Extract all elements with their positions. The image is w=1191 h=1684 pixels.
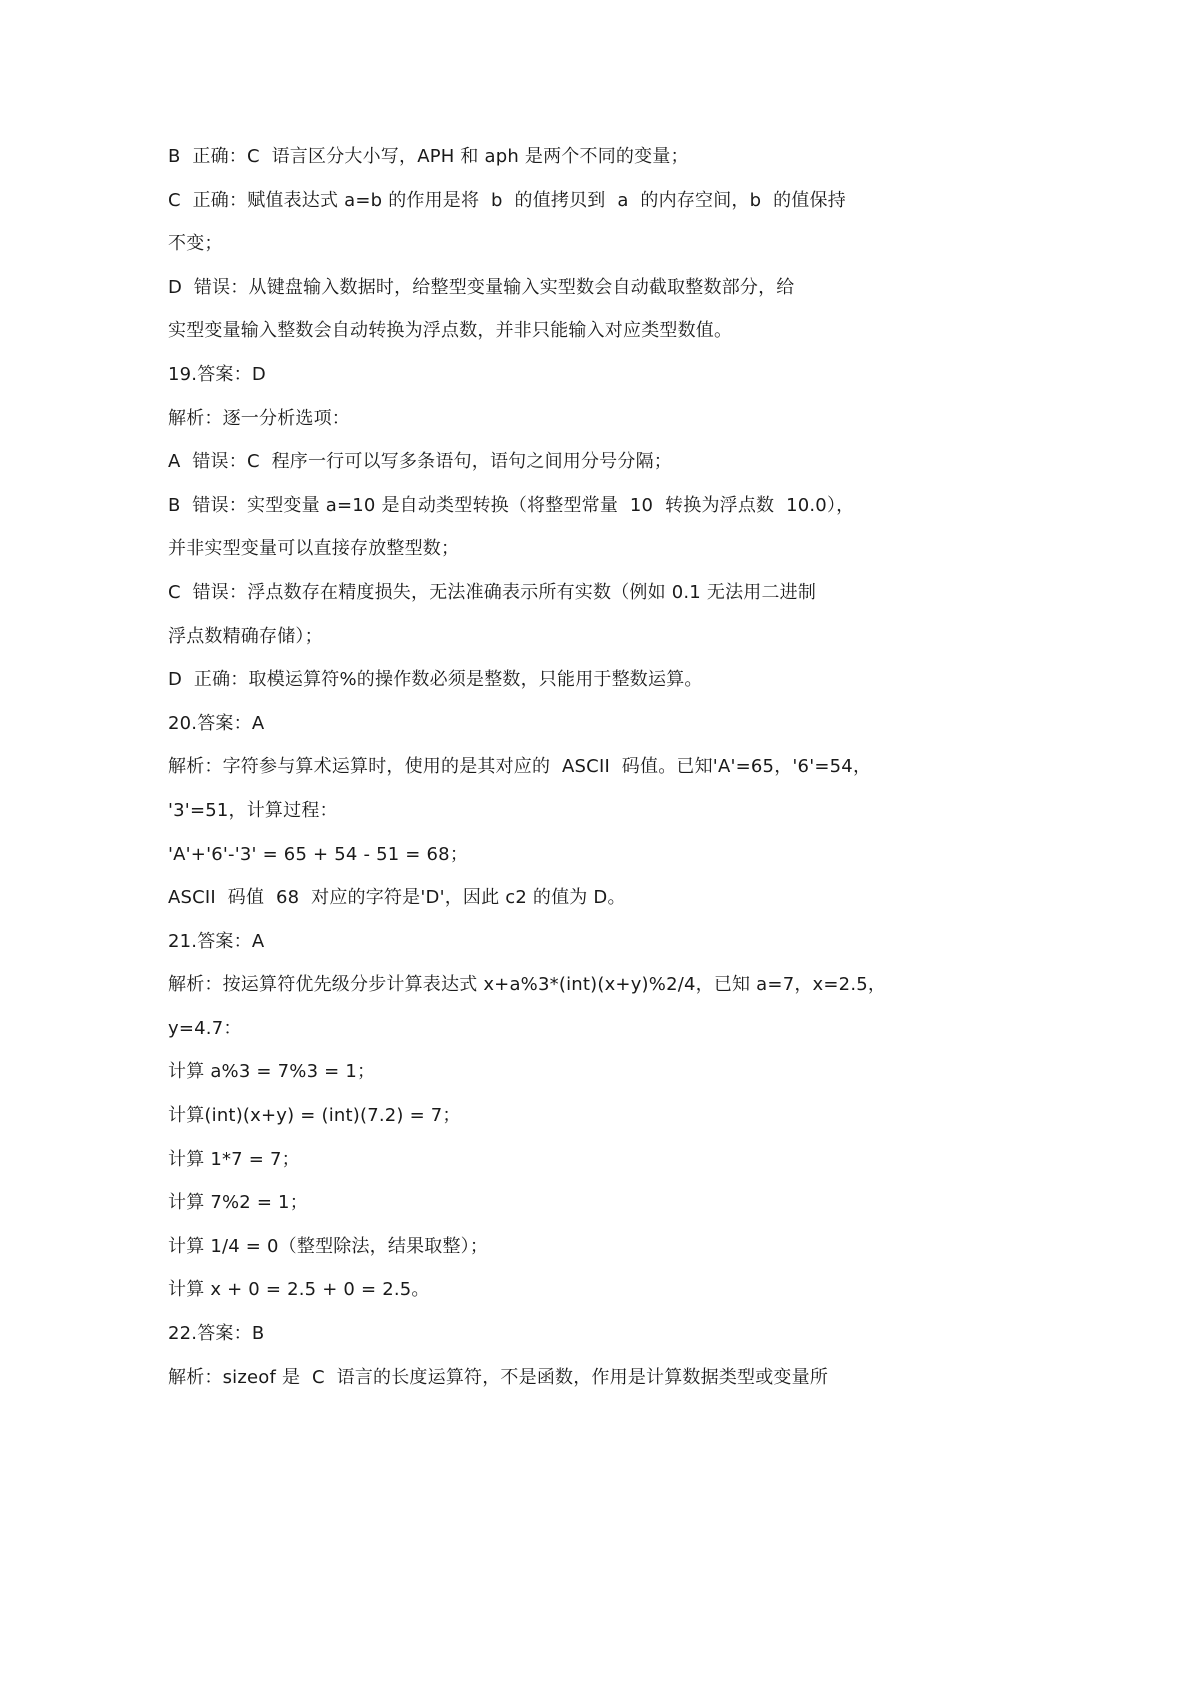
- text-line: 计算(int)(x+y) = (int)(7.2) = 7；: [168, 1105, 461, 1127]
- text-line: 并非实型变量可以直接存放整型数；: [168, 538, 460, 560]
- analysis-line: 解析：按运算符优先级分步计算表达式 x+a%3*(int)(x+y)%2/4，已知 a=7，x=2.5，: [168, 974, 887, 996]
- document-body: [168, 135, 943, 1399]
- analysis-line: 解析：sizeof 是 C 语言的长度运算符，不是函数，作用是计算数据类型或变量所: [168, 1366, 829, 1388]
- text-line: 计算 a%3 = 7%3 = 1；: [168, 1061, 376, 1083]
- text-line: 计算 x + 0 = 2.5 + 0 = 2.5。: [168, 1279, 430, 1301]
- text-line: 实型变量输入整数会自动转换为浮点数，并非只能输入对应类型数值。: [168, 320, 733, 342]
- analysis-line: 解析：逐一分析选项：: [168, 407, 350, 429]
- text-line: D 正确：取模运算符%的操作数必须是整数，只能用于整数运算。: [168, 669, 703, 691]
- text-line: 'A'+'6'-'3' = 65 + 54 - 51 = 68；: [168, 843, 469, 865]
- text-line: y=4.7：: [168, 1017, 242, 1039]
- answer-heading-21: 21.答案：A: [168, 930, 265, 952]
- text-line: 计算 1*7 = 7；: [168, 1148, 300, 1170]
- text-line: C 正确：赋值表达式 a=b 的作用是将 b 的值拷贝到 a 的内存空间，b 的值保持: [168, 189, 846, 211]
- answer-heading-22: 22.答案：B: [168, 1323, 265, 1345]
- text-line: B 正确：C 语言区分大小写，APH 和 aph 是两个不同的变量；: [168, 146, 689, 167]
- text-line: 浮点数精确存储）；: [168, 625, 323, 647]
- analysis-line: 解析：字符参与算术运算时，使用的是其对应的 ASCII 码值。已知'A'=65，'6'=54，: [168, 756, 872, 778]
- text-line: '3'=51，计算过程：: [168, 799, 338, 821]
- text-line: 计算 1/4 = 0（整型除法，结果取整）；: [168, 1235, 489, 1257]
- text-line: B 错误：实型变量 a=10 是自动类型转换（将整型常量 10 转换为浮点数 10.0），: [168, 494, 855, 516]
- text-line: 计算 7%2 = 1；: [168, 1192, 308, 1214]
- text-line: 不变；: [168, 233, 223, 255]
- text-line: D 错误：从键盘输入数据时，给整型变量输入实型数会自动截取整数部分，给: [168, 276, 795, 298]
- text-line: A 错误：C 程序一行可以写多条语句，语句之间用分号分隔；: [168, 451, 672, 473]
- text-line: C 错误：浮点数存在精度损失，无法准确表示所有实数（例如 0.1 无法用二进制: [168, 581, 817, 603]
- answer-heading-19: 19.答案：D: [168, 363, 266, 385]
- text-line: ASCII 码值 68 对应的字符是'D'，因此 c2 的值为 D。: [168, 887, 626, 909]
- answer-heading-20: 20.答案：A: [168, 712, 265, 734]
